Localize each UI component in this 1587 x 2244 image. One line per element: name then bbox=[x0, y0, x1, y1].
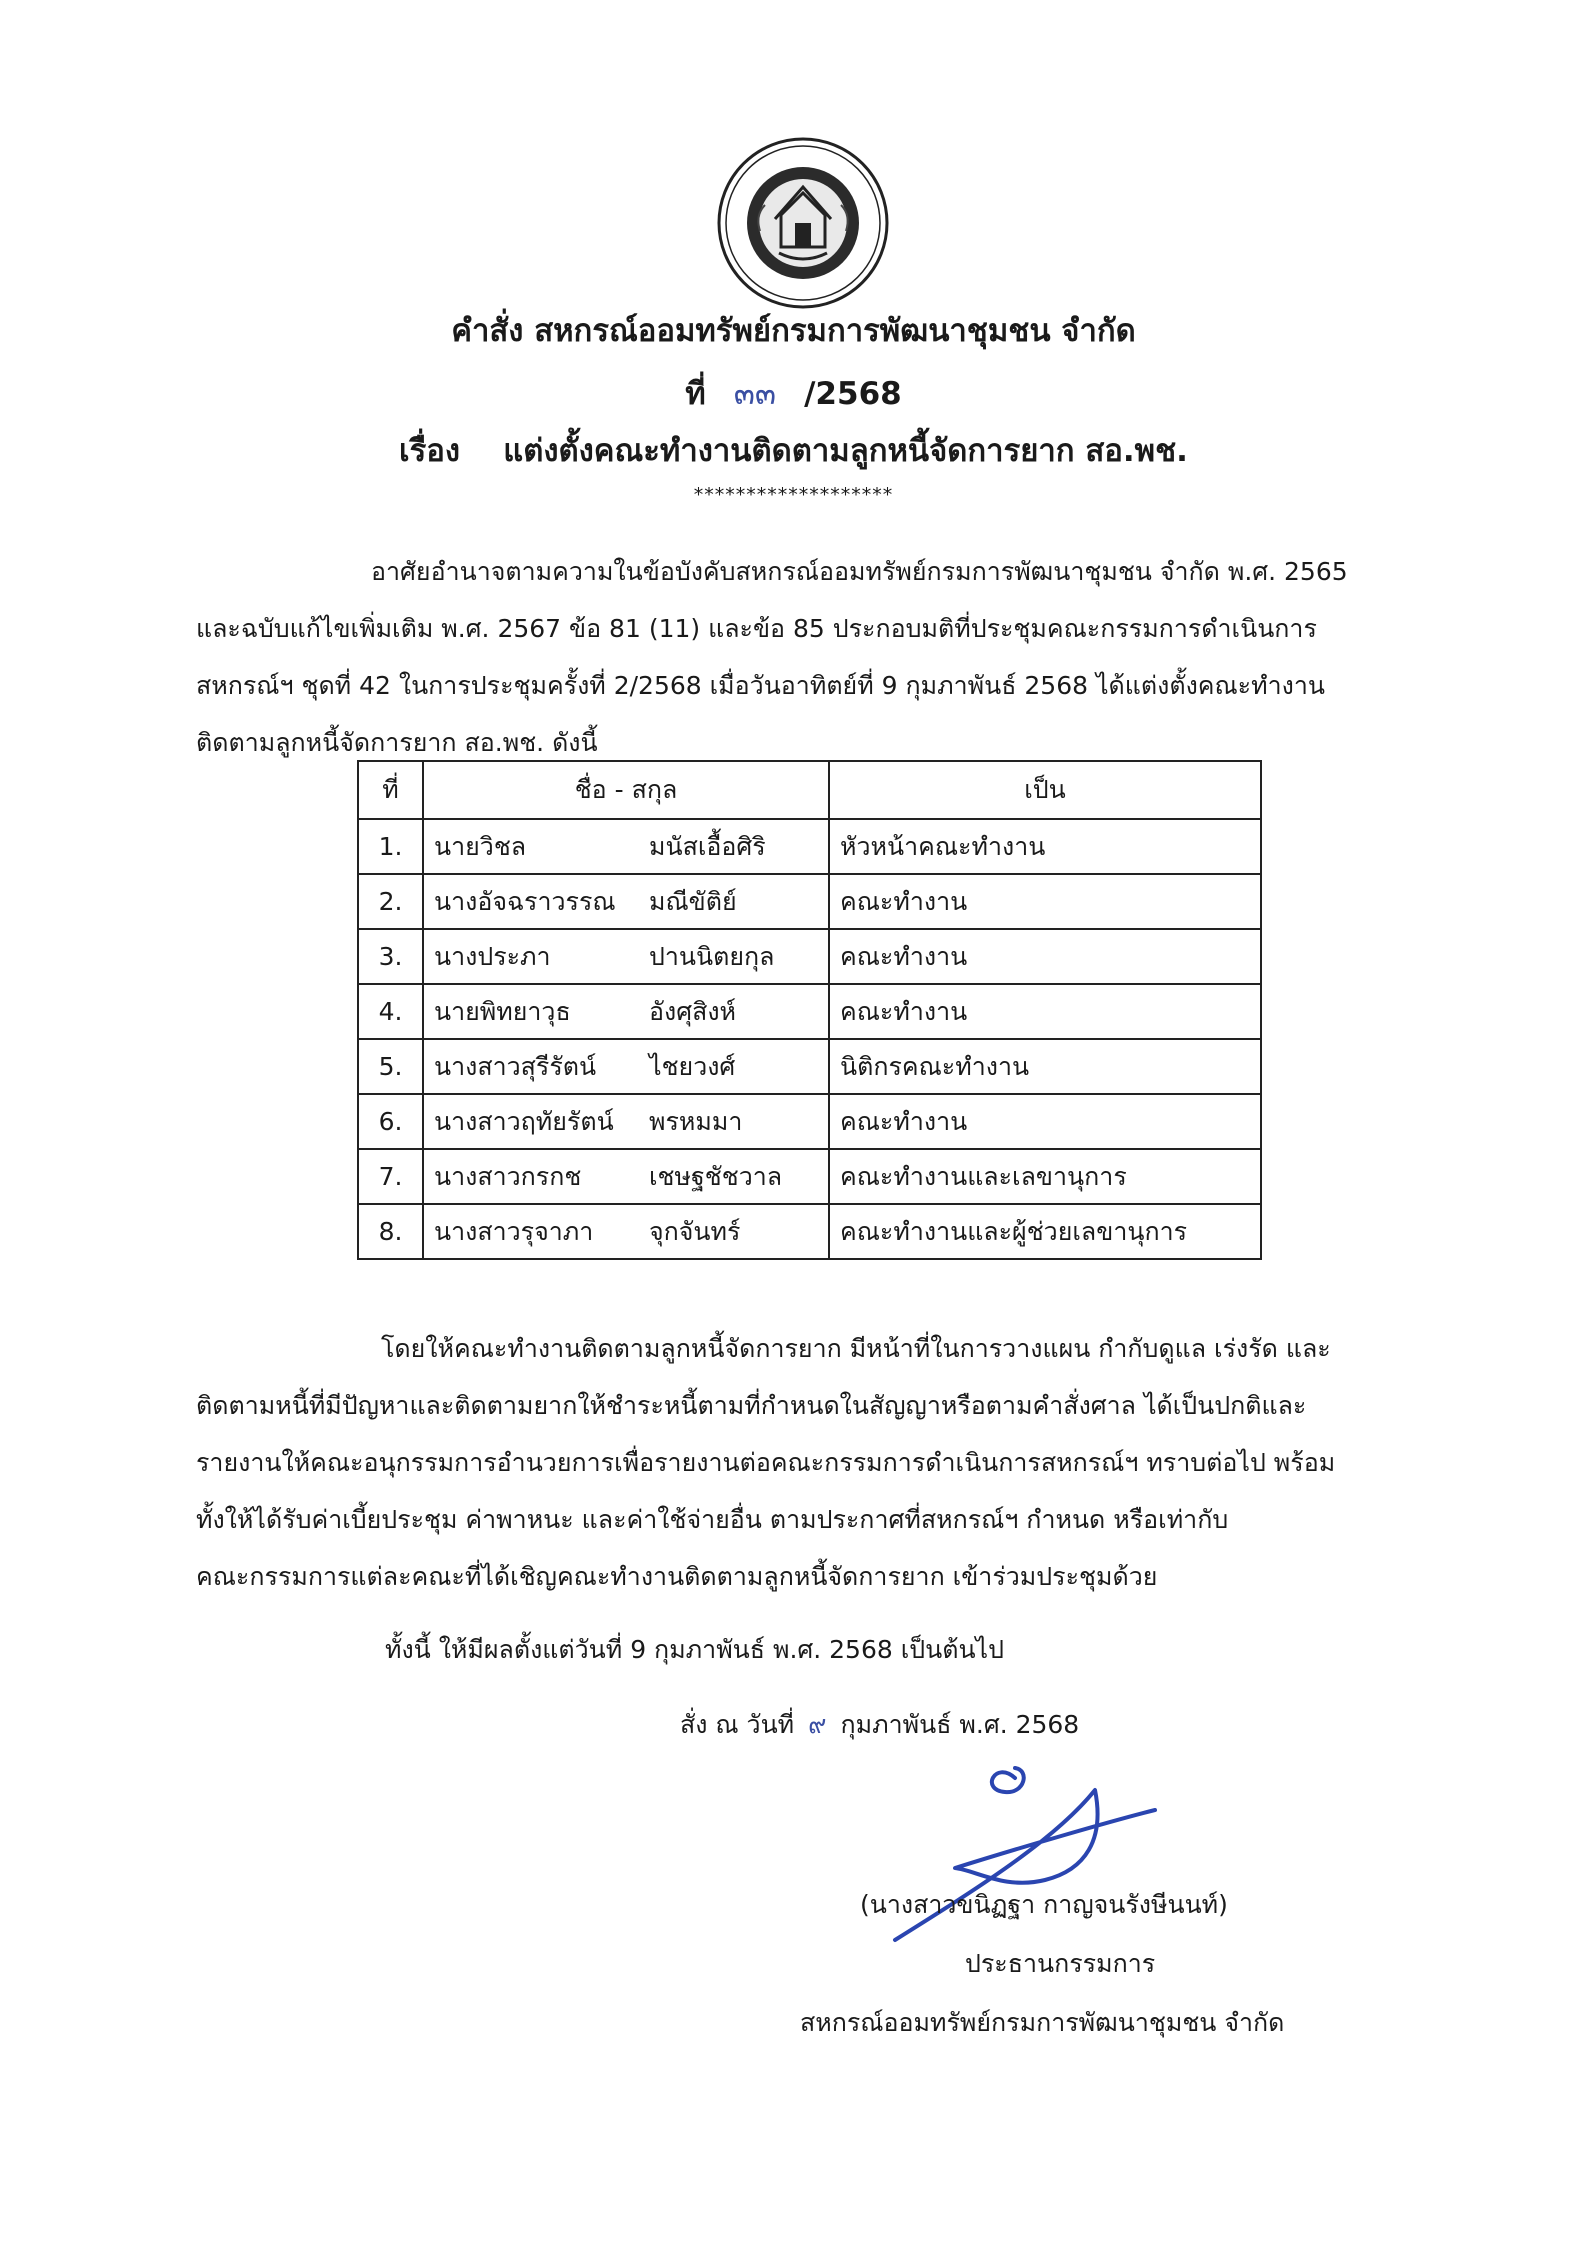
row-name bbox=[423, 874, 829, 929]
table-row bbox=[358, 1204, 1261, 1259]
intro-line: ติดตามลูกหนี้จัดการยาก สอ.พช. ดังนี้ bbox=[196, 728, 598, 757]
row-name bbox=[423, 1149, 829, 1204]
row-no: 7. bbox=[358, 1149, 423, 1204]
row-no: 4. bbox=[358, 984, 423, 1039]
signatory-name: (นางสาวขนิฏฐา กาญจนรังษีนนท์) bbox=[860, 1890, 1228, 1919]
duties-line: โดยให้คณะทำงานติดตามลูกหนี้จัดการยาก มีหน้าที่ในการวางแผน กำกับดูแล เร่งรัด และ bbox=[381, 1334, 1331, 1363]
table-header-row bbox=[358, 761, 1261, 819]
last-name: มณีขัติย์ bbox=[649, 886, 737, 916]
separator: ******************* bbox=[693, 484, 894, 506]
row-name bbox=[423, 929, 829, 984]
order-date-line bbox=[680, 1705, 1079, 1745]
order-number-line bbox=[0, 368, 1587, 418]
row-role: หัวหน้าคณะทำงาน bbox=[829, 819, 1261, 874]
order-number: ๓๓ bbox=[733, 376, 777, 412]
last-name: ไชยวงศ์ bbox=[649, 1051, 736, 1081]
row-name bbox=[423, 1204, 829, 1259]
header-role: เป็น bbox=[829, 761, 1261, 819]
order-prefix: ที่ bbox=[685, 376, 706, 412]
effective-date: ทั้งนี้ ให้มีผลตั้งแต่วันที่ 9 กุมภาพันธ์ พ.ศ. 2568 เป็นต้นไป bbox=[385, 1635, 1004, 1664]
table-row bbox=[358, 1094, 1261, 1149]
last-name: ปานนิตยกุล bbox=[649, 941, 775, 971]
first-name: นางประภา bbox=[434, 941, 551, 971]
row-name bbox=[423, 984, 829, 1039]
row-name bbox=[423, 1039, 829, 1094]
intro-line: อาศัยอำนาจตามความในข้อบังคับสหกรณ์ออมทรัพย์กรมการพัฒนาชุมชน จำกัด พ.ศ. 2565 bbox=[371, 557, 1348, 586]
last-name: อังศุสิงห์ bbox=[649, 996, 737, 1026]
subject-text: แต่งตั้งคณะทำงานติดตามลูกหนี้จัดการยาก สอ.พช. bbox=[503, 433, 1188, 469]
row-no: 8. bbox=[358, 1204, 423, 1259]
row-role: คณะทำงานและผู้ช่วยเลขานุการ bbox=[829, 1204, 1261, 1259]
row-no: 5. bbox=[358, 1039, 423, 1094]
duties-line: คณะกรรมการแต่ละคณะที่ได้เชิญคณะทำงานติดตามลูกหนี้จัดการยาก เข้าร่วมประชุมด้วย bbox=[196, 1562, 1158, 1591]
first-name: นางสาวสุรีรัตน์ bbox=[434, 1051, 597, 1081]
date-prefix: สั่ง ณ วันที่ bbox=[680, 1710, 795, 1739]
intro-line: และฉบับแก้ไขเพิ่มเติม พ.ศ. 2567 ข้อ 81 (11) และข้อ 85 ประกอบมติที่ประชุมคณะกรรมการดำเนินการ bbox=[196, 614, 1317, 643]
first-name: นางสาวรุจาภา bbox=[434, 1216, 594, 1246]
table-row bbox=[358, 1149, 1261, 1204]
intro-paragraph bbox=[196, 543, 1426, 771]
row-role: คณะทำงานและเลขานุการ bbox=[829, 1149, 1261, 1204]
header-name: ชื่อ - สกุล bbox=[423, 761, 829, 819]
row-role: คณะทำงาน bbox=[829, 874, 1261, 929]
first-name: นายพิทยาวุธ bbox=[434, 996, 571, 1026]
table-row bbox=[358, 874, 1261, 929]
row-no: 1. bbox=[358, 819, 423, 874]
row-no: 3. bbox=[358, 929, 423, 984]
table-row bbox=[358, 929, 1261, 984]
row-role: คณะทำงาน bbox=[829, 929, 1261, 984]
table-row bbox=[358, 819, 1261, 874]
document-title: คำสั่ง สหกรณ์ออมทรัพย์กรมการพัฒนาชุมชน จำกัด bbox=[451, 313, 1136, 349]
row-role: นิติกรคณะทำงาน bbox=[829, 1039, 1261, 1094]
last-name: มนัสเอื้อศิริ bbox=[649, 831, 766, 861]
row-no: 6. bbox=[358, 1094, 423, 1149]
signatory-organization: สหกรณ์ออมทรัพย์กรมการพัฒนาชุมชน จำกัด bbox=[800, 2008, 1285, 2037]
members-table bbox=[357, 760, 1262, 1260]
first-name: นางสาวกรกช bbox=[434, 1161, 582, 1191]
subject-line bbox=[0, 425, 1587, 475]
intro-line: สหกรณ์ฯ ชุดที่ 42 ในการประชุมครั้งที่ 2/2568 เมื่อวันอาทิตย์ที่ 9 กุมภาพันธ์ 2568 ได้แต่งตั้งคณะทำงาน bbox=[196, 671, 1325, 700]
order-year: /2568 bbox=[804, 376, 902, 412]
last-name: พรหมมา bbox=[649, 1106, 743, 1136]
last-name: เชษฐชัชวาล bbox=[649, 1161, 783, 1191]
date-suffix: กุมภาพันธ์ พ.ศ. 2568 bbox=[840, 1710, 1080, 1739]
duties-line: ติดตามหนี้ที่มีปัญหาและติดตามยากให้ชำระหนี้ตามที่กำหนดในสัญญาหรือตามคำสั่งศาล ได้เป็นปกติและ bbox=[196, 1391, 1307, 1420]
signatory-position: ประธานกรรมการ bbox=[965, 1949, 1156, 1978]
row-role: คณะทำงาน bbox=[829, 1094, 1261, 1149]
duties-line: รายงานให้คณะอนุกรรมการอำนวยการเพื่อรายงานต่อคณะกรรมการดำเนินการสหกรณ์ฯ ทราบต่อไป พร้อม bbox=[196, 1448, 1336, 1477]
table-row bbox=[358, 984, 1261, 1039]
date-day: ๙ bbox=[808, 1710, 827, 1739]
row-role: คณะทำงาน bbox=[829, 984, 1261, 1039]
duties-paragraph bbox=[196, 1320, 1426, 1605]
first-name: นางสาวฤทัยรัตน์ bbox=[434, 1106, 614, 1136]
first-name: นายวิชล bbox=[434, 831, 527, 861]
first-name: นางอัจฉราวรรณ bbox=[434, 886, 616, 916]
row-name bbox=[423, 819, 829, 874]
row-name bbox=[423, 1094, 829, 1149]
row-no: 2. bbox=[358, 874, 423, 929]
cooperative-seal-icon bbox=[715, 135, 891, 311]
table-row bbox=[358, 1039, 1261, 1094]
header-no: ที่ bbox=[358, 761, 423, 819]
subject-label: เรื่อง bbox=[399, 433, 461, 469]
last-name: จุกจันทร์ bbox=[649, 1216, 741, 1246]
duties-line: ทั้งให้ได้รับค่าเบี้ยประชุม ค่าพาหนะ และค่าใช้จ่ายอื่น ตามประกาศที่สหกรณ์ฯ กำหนด หรือเท่ากับ bbox=[196, 1505, 1229, 1534]
